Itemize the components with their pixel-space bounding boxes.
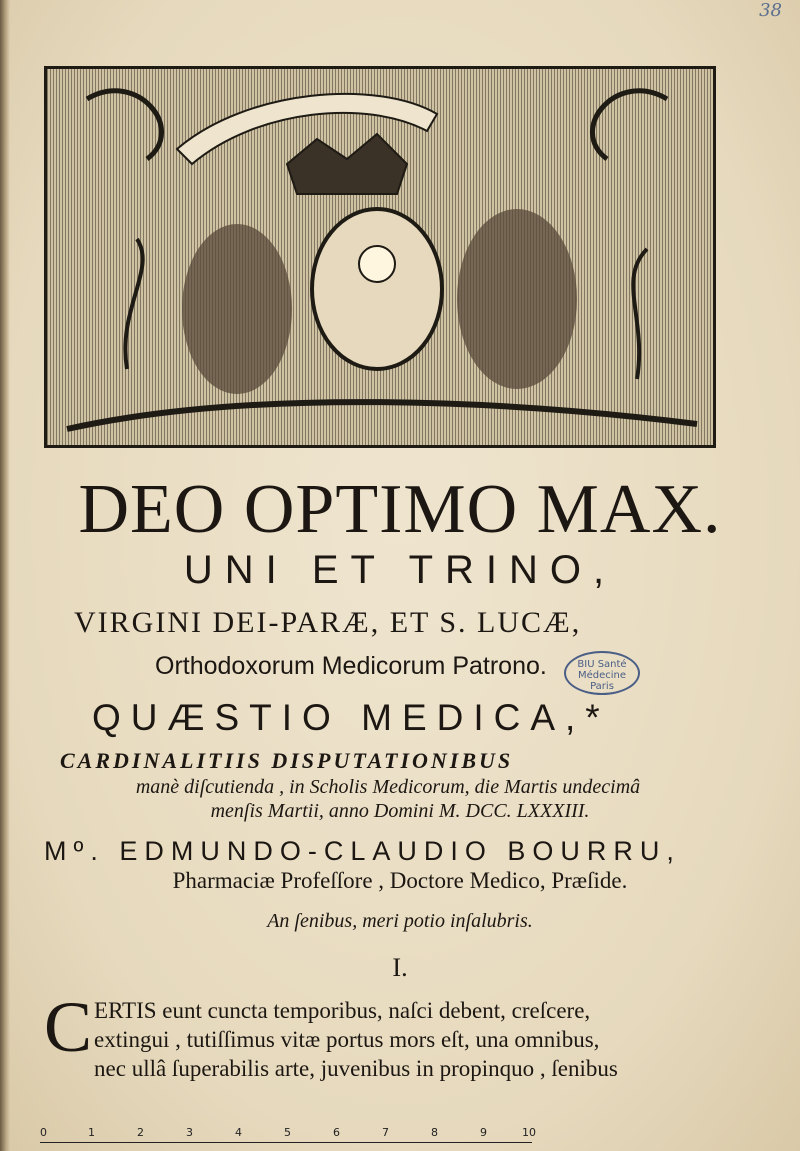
sun-icon [359,246,395,282]
body-line: nec ullâ ſuperabilis arte, juvenibus in propinquo , ſenibus [94,1056,618,1081]
section-number: I. [392,953,408,982]
question-text: An ſenibus, meri potio inſalubris. [267,910,533,932]
ruler-label: 4 [235,1126,242,1139]
title-praeses-name: Mº. EDMUNDO-CLAUDIO BOURRU, [44,836,681,866]
ruler-label: 10 [522,1126,536,1139]
title-quaestio: QUÆSTIO MEDICA,* [92,697,610,738]
title-mane: manè diſcutienda , in Scholis Medicorum, die Martis undecimâ [135,776,641,798]
woodcut-illustration [47,69,713,445]
stamp-line: Médecine [577,670,627,681]
ruler-label: 6 [333,1126,340,1139]
title-praeses-role: Pharmaciæ Profeſſore , Doctore Medico, Præſide. [172,868,628,893]
title-mensis: menſis Martii, anno Domini M. DCC. LXXXIII. [210,800,590,822]
ruler-line [40,1142,532,1143]
ruler-label: 3 [186,1126,193,1139]
body-paragraph [44,987,696,1083]
drop-cap: C [44,987,93,1067]
body-line: ERTIS eunt cuncta temporibus, naſci debent, creſcere, [94,998,591,1023]
stamp-line: BIU Santé [577,659,627,670]
title-cardinalitiis: CARDINALITIIS DISPUTATIONIBUS [60,748,514,773]
ruler-label: 0 [40,1126,47,1139]
woodcut-emblem-image [44,66,716,448]
title-deo-optimo: DEO OPTIMO MAX. [78,471,722,548]
left-angel-figure [182,224,292,394]
stamp-line: Paris [590,681,614,692]
ruler-label: 2 [137,1126,144,1139]
ruler-label: 5 [284,1126,291,1139]
library-stamp [564,651,640,695]
folio-number: 38 [759,0,782,21]
ruler-label: 9 [480,1126,487,1139]
scale-ruler [40,1126,536,1148]
body-line: extingui , tutiſſimus vitæ portus mors eſt, una omnibus, [94,1027,600,1052]
title-orthodoxorum: Orthodoxorum Medicorum Patrono. [155,652,547,680]
ruler-label: 8 [431,1126,438,1139]
right-angel-figure [457,209,577,389]
title-uni-trino: UNI ET TRINO, [183,548,617,592]
ruler-label: 1 [88,1126,95,1139]
ruler-label: 7 [382,1126,389,1139]
shield-icon [312,209,442,369]
title-virgini: VIRGINI DEI-PARÆ, ET S. LUCÆ, [74,606,582,639]
